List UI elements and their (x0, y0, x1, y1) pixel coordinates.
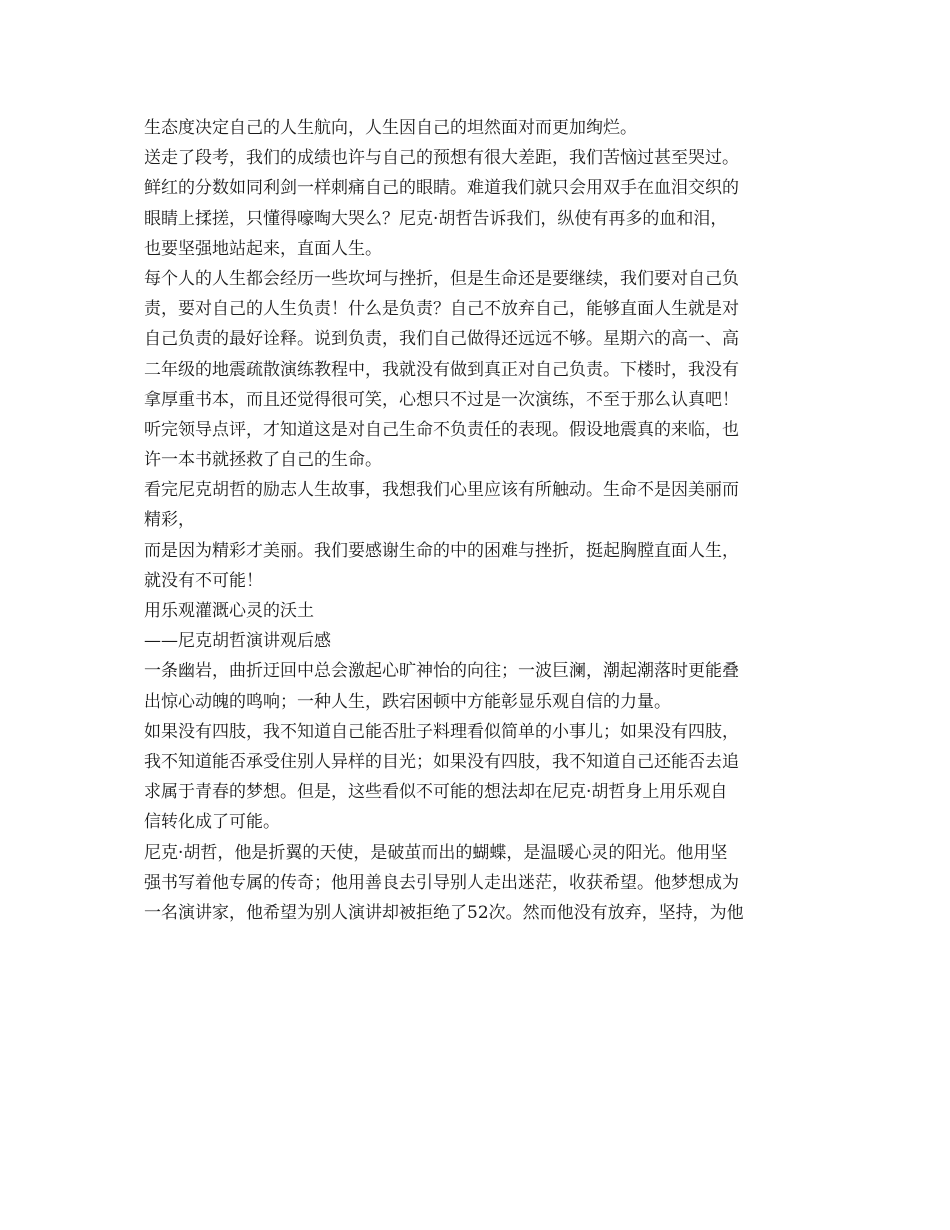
text-line: 生态度决定自己的人生航向，人生因自己的坦然面对而更加绚烂。 (144, 118, 637, 138)
text-line: 一条幽岩，曲折迂回中总会激起心旷神怡的向往；一波巨澜，潮起潮落时更能叠 (144, 661, 739, 682)
text-line: 也要坚强地站起来，直面人生。 (144, 238, 382, 259)
text-line: 信转化成了可能。 (144, 812, 280, 833)
document-body (144, 113, 804, 928)
text-line: 一名演讲家，他希望为别人演讲却被拒绝了52次。然而他没有放弃，坚持，为他 (144, 902, 744, 923)
text-line: 鲜红的分数如同利剑一样刺痛自己的眼睛。难道我们就只会用双手在血泪交织的 (144, 178, 739, 199)
text-line: 眼睛上揉搓，只懂得嚎啕大哭么？尼克·胡哲告诉我们，纵使有再多的血和泪， (144, 208, 728, 229)
text-line: 尼克·胡哲，他是折翼的天使，是破茧而出的蝴蝶，是温暖心灵的阳光。他用坚 (144, 842, 728, 863)
text-line: 出惊心动魄的鸣响；一种人生，跌宕困顿中方能彰显乐观自信的力量。 (144, 691, 671, 712)
text-line: 就没有不可能！ (144, 570, 263, 591)
text-line: 而是因为精彩才美丽。我们要感谢生命的中的困难与挫折，挺起胸膛直面人生， (144, 540, 739, 561)
text-line: 听完领导点评，才知道这是对自己生命不负责任的表现。假设地震真的来临，也 (144, 419, 739, 440)
text-line: 二年级的地震疏散演练教程中，我就没有做到真正对自己负责。下楼时，我没有 (144, 359, 739, 380)
section-subtitle: ——尼克胡哲演讲观后感 (144, 631, 331, 652)
text-line: 求属于青春的梦想。但是，这些看似不可能的想法却在尼克·胡哲身上用乐观自 (144, 782, 728, 803)
text-line: 自己负责的最好诠释。说到负责，我们自己做得还远远不够。星期六的高一、高 (144, 329, 739, 350)
text-line: 我不知道能否承受住别人异样的目光；如果没有四肢，我不知道自己还能否去追 (144, 751, 739, 772)
section-title: 用乐观灌溉心灵的沃土 (144, 601, 314, 621)
text-line: 强书写着他专属的传奇；他用善良去引导别人走出迷茫，收获希望。他梦想成为 (144, 872, 739, 893)
text-line: 精彩， (144, 510, 195, 531)
text-line: 每个人的人生都会经历一些坎坷与挫折，但是生命还是要继续，我们要对自己负 (144, 268, 739, 289)
text-line: 许一本书就拯救了自己的生命。 (144, 450, 382, 471)
text-line: 看完尼克胡哲的励志人生故事，我想我们心里应该有所触动。生命不是因美丽而 (144, 480, 739, 501)
text-line: 如果没有四肢，我不知道自己能否肚子料理看似简单的小事儿；如果没有四肢， (144, 721, 739, 742)
text-line: 拿厚重书本，而且还觉得很可笑，心想只不过是一次演练，不至于那么认真吧！ (144, 389, 739, 410)
text-line: 责，要对自己的人生负责！什么是负责？自己不放弃自己，能够直面人生就是对 (144, 299, 739, 320)
text-line: 送走了段考，我们的成绩也许与自己的预想有很大差距，我们苦恼过甚至哭过。 (144, 148, 739, 169)
